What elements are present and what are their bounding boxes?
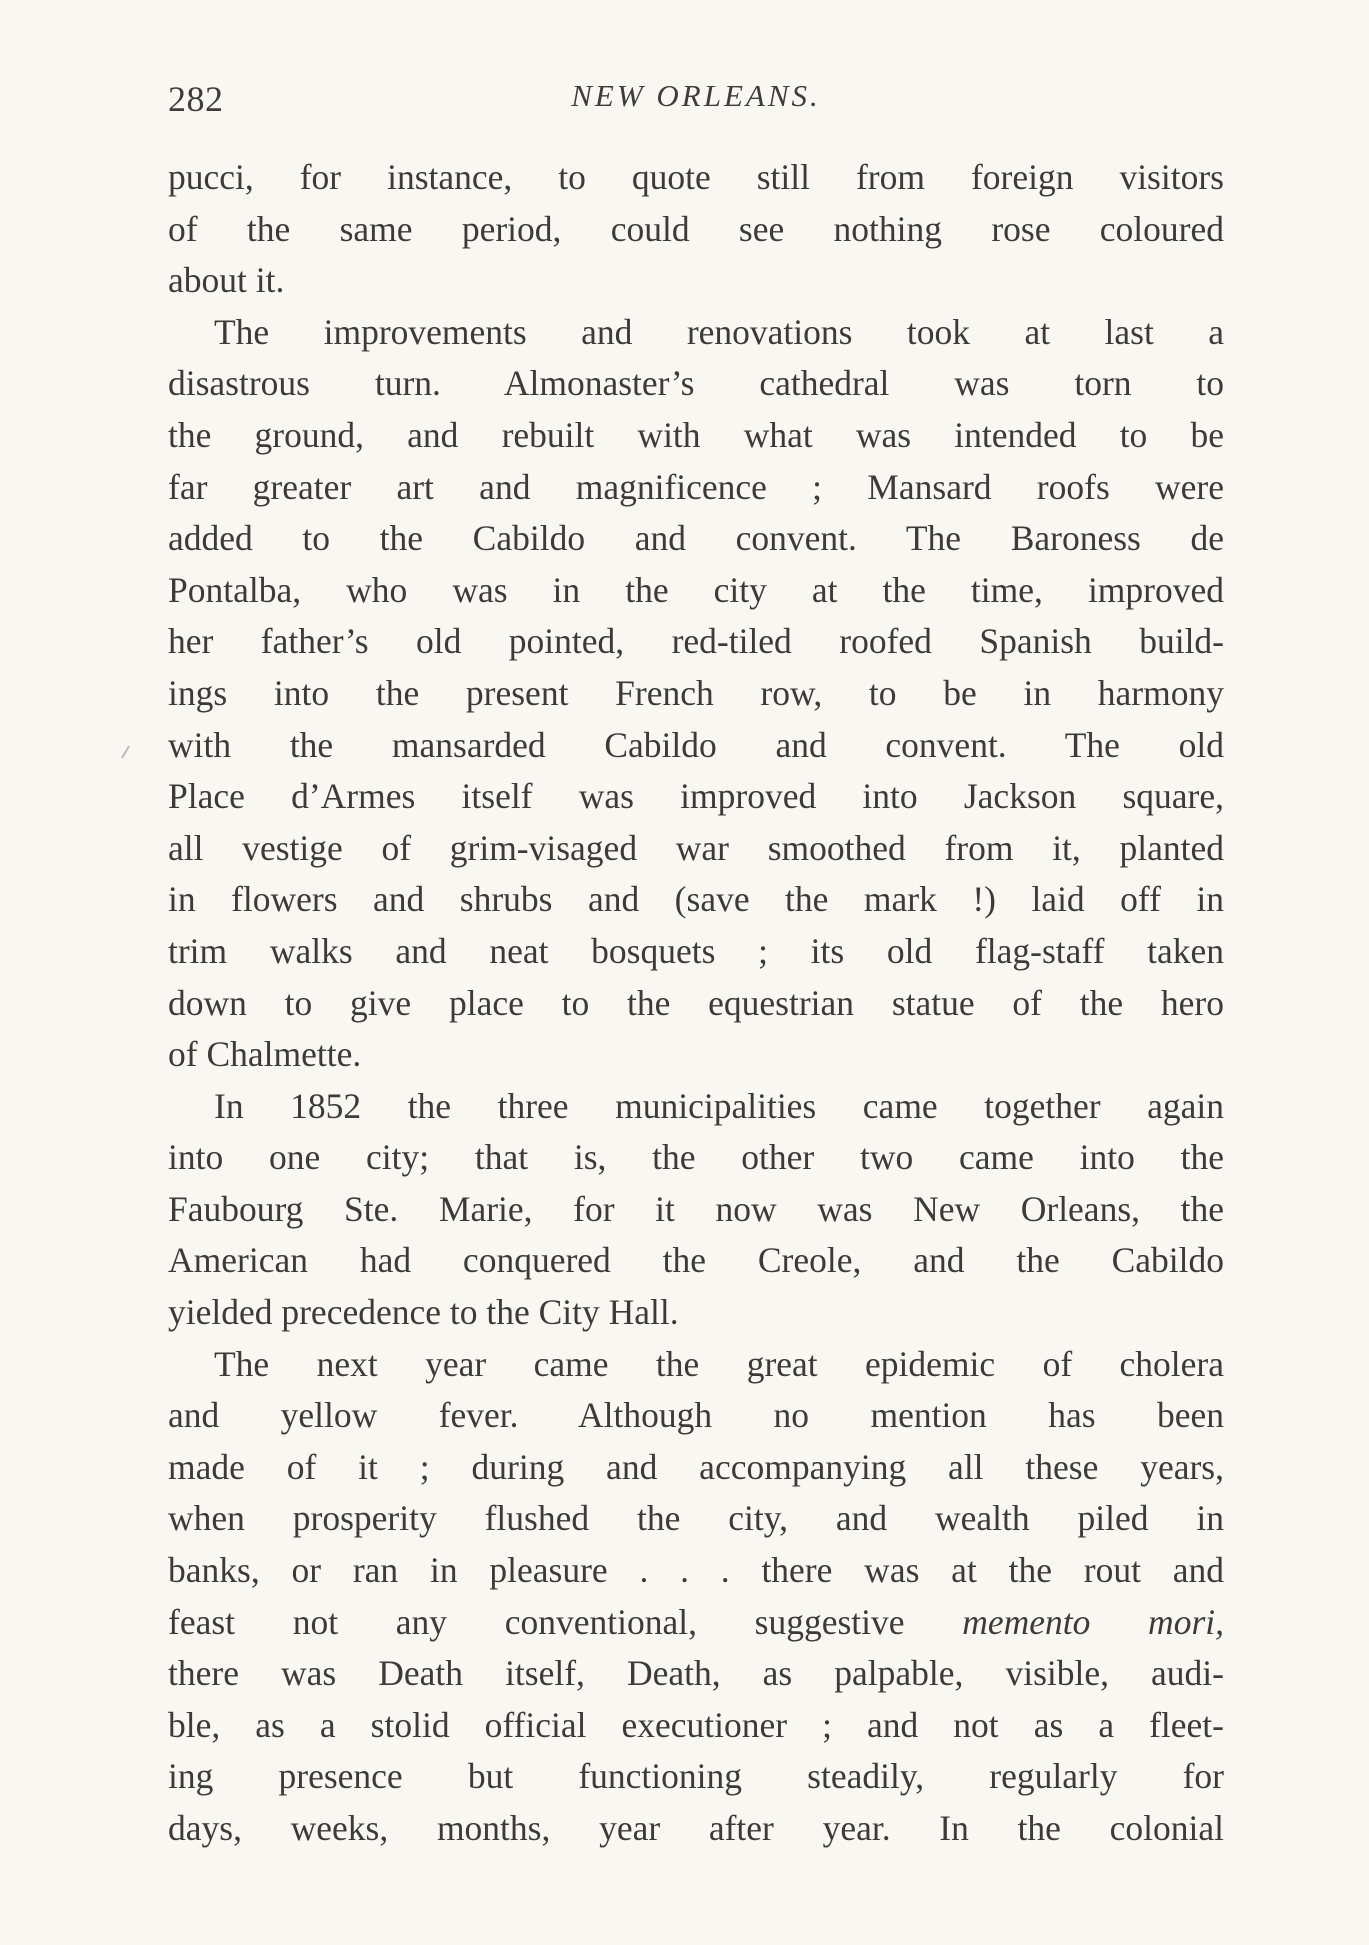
text-line: days, weeks, months, year after year. In the colonial [168, 1808, 1224, 1848]
text-line: Place d’Armes itself was improved into Jackson square, [168, 776, 1224, 817]
text-line: there was Death itself, Death, as palpable, visible, audi- [168, 1653, 1224, 1694]
text-line: the ground, and rebuilt with what was intended to be [168, 414, 1224, 455]
italic-phrase: memento mori, [962, 1601, 1225, 1642]
text-line: in flowers and shrubs and (save the mark !) laid off in [168, 879, 1224, 920]
text-line: all vestige of grim-visaged war smoothed from it, planted [168, 827, 1224, 868]
text-line-with-italic [168, 1597, 1224, 1649]
text-line: banks, or ran in pleasure . . . there was at the rout and [168, 1550, 1224, 1591]
text-line: of the same period, could see nothing rose coloured [168, 208, 1224, 249]
text-line-segment: feast not any conventional, suggestive [168, 1601, 905, 1642]
paragraph-start-line: The improvements and renovations took at last a [214, 311, 1224, 352]
body-text [168, 152, 1224, 1855]
text-line: made of it ; during and accompanying all these years, [168, 1446, 1224, 1487]
running-title: NEW ORLEANS. [571, 78, 821, 113]
text-line: disastrous turn. Almonaster’s cathedral was torn to [168, 363, 1224, 404]
text-line: into one city; that is, the other two came into the [168, 1137, 1224, 1178]
text-line: with the mansarded Cabildo and convent. The old [168, 724, 1224, 765]
paragraph-start-line: In 1852 the three municipalities came together again [214, 1085, 1224, 1126]
text-line: ble, as a stolid official executioner ; and not as a fleet- [168, 1704, 1224, 1745]
text-line: her father’s old pointed, red-tiled roofed Spanish build- [168, 621, 1224, 662]
text-line: pucci, for instance, to quote still from foreign visitors [168, 157, 1224, 197]
running-head [168, 78, 1224, 128]
text-line: and yellow fever. Although no mention has been [168, 1395, 1224, 1436]
text-line: of Chalmette. [168, 1034, 362, 1075]
text-line: added to the Cabildo and convent. The Baroness de [168, 518, 1224, 559]
text-line: American had conquered the Creole, and the Cabildo [168, 1240, 1224, 1281]
text-line: Pontalba, who was in the city at the time, improved [168, 569, 1224, 610]
text-line: Faubourg Ste. Marie, for it now was New Orleans, the [168, 1188, 1224, 1229]
text-line: about it. [168, 260, 285, 301]
paragraph-start-line: The next year came the great epidemic of cholera [214, 1343, 1224, 1384]
text-line: yielded precedence to the City Hall. [168, 1292, 679, 1333]
text-line: ings into the present French row, to be in harmony [168, 672, 1224, 713]
text-line: far greater art and magnificence ; Mansard roofs were [168, 466, 1224, 507]
stray-ink-mark [121, 745, 137, 762]
text-line: ing presence but functioning steadily, regularly for [168, 1756, 1224, 1797]
page-number: 282 [168, 79, 224, 119]
text-line: trim walks and neat bosquets ; its old flag-staff taken [168, 930, 1224, 971]
text-line: down to give place to the equestrian statue of the hero [168, 982, 1224, 1023]
text-line: when prosperity flushed the city, and wealth piled in [168, 1498, 1224, 1539]
